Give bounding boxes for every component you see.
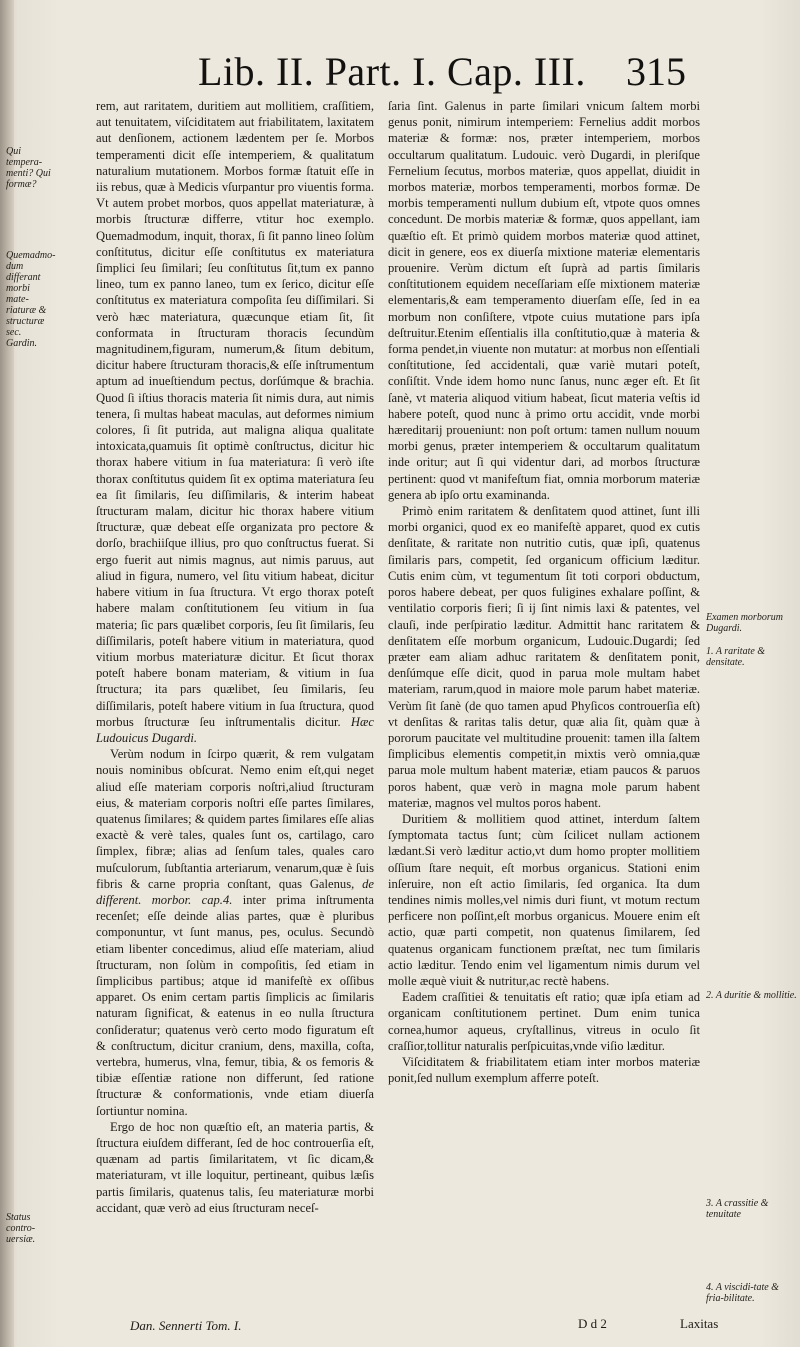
margin-note-right-3: 2. A duritie & mollitie. xyxy=(706,990,797,1001)
right-paragraph-3: Duritiem & mollitiem quod attinet, interdum ſaltem ſymptomata tactus ſunt; cùm ſcilicet nullam actionem lædant.Si verò læditur actio,vt dum homo propter mollitiem oſſium ſtare nequit, eſt morbus organicus. Stationi enim inſeruire, non eſt actio ſimilaris, ſed organica. Ita dum tendines nimis molles,vel nimis duri fiunt, vt motum rectum perficere non poſſint,eſt morbus organicus. Mouere enim eſt actio, quæ parti competit, non quatenus ſimilarem, ſed quatenus organicam functionem præſtat, nec tum ſimilaris actio læditur. Tendo enim vel ligamentum nimis durum vel molle æquè viuit & nutritur,ac rectè habens. xyxy=(388,811,700,988)
left-paragraph-1: rem, aut raritatem, duritiem aut mollitiem, craſſitiem, aut tenuitatem, viſciditatem aut friabilitatem, laxitatem aut denſionem, actionem lædentem per ſe. Morbos temperamenti dicit eſſe intemperiem, & qualitatum naturalium mutationem. Morbos formæ ſtatuit eſſe in iis rebus, quæ à Medicis vſurpantur pro viuentis forma. Vt autem probet morbos, quos appellat materiaturæ, à morbis ſtructuræ differre, vtitur hoc exemplo. Quemadmodum, inquit, thorax, ſi ſit panno lineo ſolùm conſtitutus, dicitur eſſe conſtitutus ex materiatura ſimplici ſeu ſimilari; ſeu conſtitutus ſit,tum ex panno lineo, tum ex panno laneo, tum ex ſerico, dicitur eſſe conſtitutus ex materiatura compoſita ſeu diſſimilari. Si verò hæc materiatura, quæcunque etiam ſit, ſit conformata in ſtructuram thoracis ſecundùm magnitudinem,figuram, numerum,& ſitum debitum, dicitur habere ſtructuram thoracis,& eſſe inſtrumentum aptum ad inueſtiendum pectus, dorſúmque & brachia. Quod ſi iſtius thoracis materia ſit nimis dura, aut nimis tenera, ſi multas habeat maculas, aut deformes nimium colores, ſi ſit putrida, aut maligna aliqua qualitate intoxicata,quamuis ſit optimè conſtructus, dicitur hic thorax habere vitium in ſua materiatura: ſi verò iſte thorax conſtitutus quidem ſit ex optima materiatura ſeu ea ſit ſimilaris, ſeu diſſimilaris, & interim habeat ſtructuram malam, dicitur hic thorax habere vitium ſtructuræ, quæ debeat eſſe organizata pro pectore & dorſo, brachiiſque illius, pro quo conſtructus fuerat. Si ergo fuerit aut nimis magnus, aut nimis paruus, aut aliud in figura, numero, vel ſitu vitium habeat, dicitur habere vitium in ſua ſtructura. Vt ergo thorax poteſt habere malam conſtitutionem ſeu vitium in ſua materia; ſic pars quælibet corporis, ſeu ſit ſimilaris, ſeu diſſimilaris, poteſt habere vitium in materiatura, quod vitium morbus materiaturæ dicitur. Et ſicut thorax poteſt habere bonam materiam, & vitium in ſua ſtructura; ita pars quælibet, ſeu ſimilaris, ſeu diſſimilaris, poteſt habere vitium in ſua ſtructura, quod morbus ſtructuræ ſeu inſtrumentalis dicitur. Hæc Ludouicus Dugardi. xyxy=(96,99,374,745)
right-paragraph-1: ſaria ſint. Galenus in parte ſimilari vnicum ſaltem morbi genus ponit, nimirum intemperiem: Fernelius addit morbos materiæ & formæ: nos, præter intemperiem, morbos occultarum qualitatum. Ludouic. verò Dugardi, in pleriſque Fernelium ſecutus, morbos materiæ, quos appellat, diuidit in morbos materiæ, morbos temperamenti, morbos formæ. De morbis temperamenti nullum dubium eſt, vtpote quos omnes concedunt. De morbis materiæ & formæ, quos appellant, iam quæſtio eſt. Et primò quidem morbos materiæ quod attinet, dicit in genere, eos ex diuerſa mixtione materiæ elementaris prouenire. Verùm dictum eſt ſuprà ad partis ſimilaris conſtitutionem equidem neceſſariam eſſe mixtionem materiæ elementaris,& eam temperamento diuerſam eſſe, ſed in ea morbum non conſiſtere, vtpote cuius mutatione pars ipſa deſtruitur.Etenim eſſentialis illa conſtitutio,quæ à materia & forma pendet,in viuente non mutatur: at morbus non eſſentiali conſtitutione, ſed accidentali, quæ variè mutari poteſt, conſiſtit. Vnde idem homo nunc ſanus, nunc æger eſt. Et ſit ſanè, vt materia aliquod vitium habeat, ſicut materia veſtis id habere poteſt, quod nunc à primo ortu accidit, vnde morbi hæreditarij proueniunt: non poſt ortum: tamen nullum nouum morbi genus, præter intemperiem & occultarum qualitatum inde oritur; aut ſi qui videntur dari, ad morbos ſtructuræ pertinent: quod vt manifeſtum fiat, omnia morborum materiæ genera ab ipſo ortu examinanda. xyxy=(388,99,700,502)
page-number: 315 xyxy=(626,49,686,94)
right-column xyxy=(388,98,700,1086)
margin-note-right-5: 4. A viscidi-tate & fria-bilitate. xyxy=(706,1282,779,1304)
gutter-shadow xyxy=(0,0,14,1347)
author-attribution: Hæc Ludouicus Dugardi. xyxy=(96,714,374,745)
right-paragraph-5: Viſciditatem & friabilitatem etiam inter morbos materiæ ponit,ſed nullum exemplum afferre poteſt. xyxy=(388,1054,700,1086)
left-column xyxy=(96,98,374,1216)
margin-note-left-3: Status contro-uersiæ. xyxy=(6,1212,36,1245)
margin-note-left-1: Qui tempera-menti? Qui formæ? xyxy=(6,146,51,190)
margin-note-right-1: Examen morborum Dugardi. xyxy=(706,612,783,634)
catchword: Laxitas xyxy=(680,1316,719,1331)
citation: de different. morbor. cap.4. xyxy=(96,876,374,907)
page-header xyxy=(0,44,800,100)
right-paragraph-2: Primò enim raritatem & denſitatem quod attinet, ſunt illi morbi organici, quod ex eo manifeſtè apparet, quod ex cutis denſitate, & raritate non nutritio cutis, quæ ipſi, quatenus ſimilaris pars, competit, ſed organicum officium læditur. Cutis enim cùm, vt tegumentum ſit toti corpori obductum, poros habere debeat, per quos fuligines exhalare poſſint, & ventilatio corporis fieri; ſi ij ſint nimis laxi & patentes, vel clauſi, inde perſpiratio læditur. Admittit hanc raritatem & denſitatem eſſe morbum organicum, Ludouic.Dugardi; ſed præter eam aliam adhuc raritatem & denſitatem ponit, denſúmque eſſe dicit, quod in parua mole multam habet materiam, rarum,quod in maiore mole parum habet materiæ. Verùm ſit ſanè (de quo tamen apud Phyſicos controuerſia eſt) vt denſitas & raritas talis detur, quæ alia ſit, quàm quæ à pororum paucitate vel multitudine prouenit: tamen illa ſaltem ſimplicibus elementis competit,in mixtis verò omnia,quæ parua mole multum habent materiæ, etiam paucos & paruos poros habent, quæ verò in magna mole parum habent materiæ, magnos vel multos poros habent. xyxy=(388,504,700,810)
margin-note-right-2: 1. A raritate & densitate. xyxy=(706,646,766,668)
running-title: Lib. II. Part. I. Cap. III. xyxy=(198,49,586,94)
margin-note-right-4: 3. A crassitie & tenuitate xyxy=(706,1198,769,1220)
signature-mark: D d 2 xyxy=(578,1316,607,1331)
left-paragraph-2: Verùm nodum in ſcirpo quærit, & rem vulgatam nouis nominibus obſcurat. Nemo enim eſt,qui neget aliud eſſe materiam corporis noſtri,aliud ſtructuram eius, & materiam corporis noſtri eſſe partes ſimilares, quatenus ſimilares; & quidem partes ſimilares eſſe alias exactè & verè tales, quales ſunt os, cartilago, caro ſimplex, fibræ; alias ad ſenſum tales, quales caro muſculorum, ſubſtantia arteriarum, venarum,quæ è ſuis fibris & carne propria conſtant, quas Galenus, de different. morbor. cap.4. inter prima inſtrumenta recenſet; eſſe deinde alias partes, quæ è pluribus componuntur, vt ſunt manus, pes, oculus. Secundò etiam libenter concedimus, aliud eſſe materiam, aliud ſtructuram, non ſolùm in compoſitis, ſed etiam in ſimplicibus partibus; atque id manifeſtè ex oſſibus apparet. Os enim certam partis ſimplicis ac ſimilaris naturam ſignificat, & eatenus in eo nulla ſtructura conſideratur; quatenus verò certo modo figuratum eſt & conſtructum, dicitur cranium, dens, maxilla, coſta, vertebra, humerus, vlna, femur, tibia, & os femoris & tibiæ eſſentiæ ratione non differunt, ſed ratione ſtructuræ & conformationis, vnde etiam diuerſa ſortiuntur nomina. xyxy=(96,747,374,1118)
left-paragraph-3: Ergo de hoc non quæſtio eſt, an materia partis, & ſtructura eiuſdem differant, ſed de hoc controuerſia eſt, quænam ad partis ſimilaritatem, vt ſic dicam,& materiaturam, vt ille loquitur, pertineant, quibus læſis partis ſimilaris, quatenus talis, ſeu materiaturæ morbi accidant, quæ verò ad eius ſtructuram neceſ- xyxy=(96,1119,374,1215)
volume-signature: Dan. Sennerti Tom. I. xyxy=(130,1318,242,1333)
margin-note-left-2: Quemadmo-dum differant morbi mate-riaturæ & structuræ sec. Gardin. xyxy=(6,250,56,349)
right-paragraph-4: Eadem craſſitiei & tenuitatis eſt ratio; quæ ipſa etiam ad organicam conſtitutionem pertinet. Dum enim tunica cornea,humor aqueus, cryſtallinus, vitreus in oculo ſit craſſior,tollitur naturalis perſpicuitas,vnde viſio læditur. xyxy=(388,990,700,1053)
